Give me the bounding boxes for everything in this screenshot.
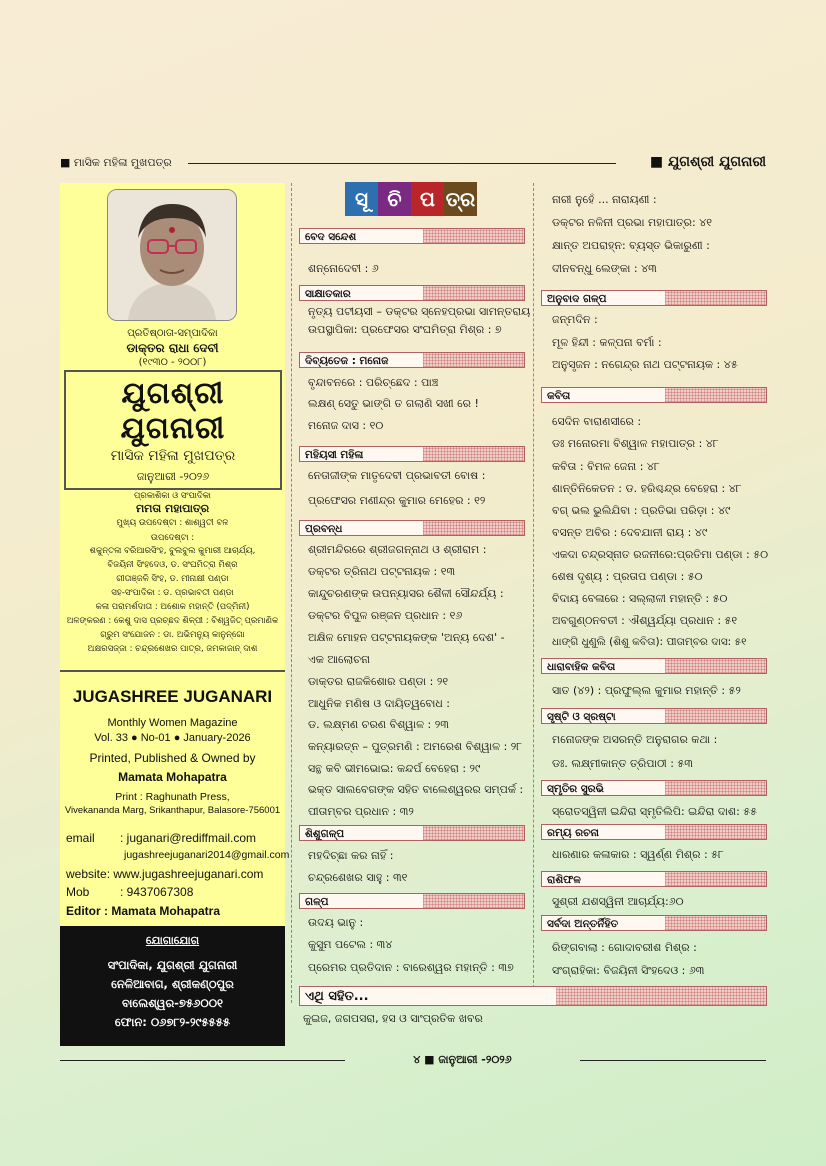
section-heading: ଧାରାବାହିକ କବିତା bbox=[541, 658, 767, 674]
founder-photo bbox=[107, 189, 237, 321]
contact-line: ଫୋନ: ୦୬୭୮୨-୨୯୫୫୫୫ bbox=[114, 1015, 231, 1029]
toc-item[interactable]: ବୃନ୍ଦାବନରେ : ପରିଚ୍ଛେଦ : ପାଞ୍ଚ bbox=[308, 376, 439, 389]
toc-item[interactable]: ପ୍ରଫେସର ମଣୀନ୍ଦ୍ର କୁମାର ମେହେର : ୧୨ bbox=[308, 494, 486, 507]
toc-item[interactable]: ମନୋଜ ଦାସ : ୧୦ bbox=[308, 419, 384, 432]
credit-line: ଉପଦେଷ୍ଟା : bbox=[150, 533, 195, 543]
section-heading: ରମ୍ୟ ରଚନା bbox=[541, 824, 767, 840]
toc-item[interactable]: ଧାଙ୍ଗି ଧୁଣୁଲି (ଶିଶୁ କବିତା): ପୀତାମ୍ବର ଦାସ: ୫୧ bbox=[552, 636, 747, 648]
mob-label: Mob bbox=[66, 885, 90, 899]
toc-title-letter: ତ୍ର bbox=[444, 182, 477, 216]
toc-item[interactable]: ମନୋଜଙ୍କ ଅସରନ୍ତି ଅନୁରାଗର କଥା : bbox=[552, 733, 718, 746]
toc-item[interactable]: ସନ୍ଥ କବି ଭୀମଭୋଇ: କନ୍ଦର୍ପ ବେହେରା : ୨୯ bbox=[308, 762, 481, 775]
toc-item[interactable]: ମହଦିଚ୍ଛା କର ନାହିଁ : bbox=[308, 849, 394, 862]
toc-item[interactable]: ବିଦାୟ ବେଳାରେ : ସଲ୍ଲାଳୀ ମହାନ୍ତି : ୫୦ bbox=[552, 592, 728, 605]
toc-item[interactable]: ବଗ୍ ଭଲ ଭୁଲିଯିବା : ପ୍ରତିଭା ପରିଡ଼ା : ୪୯ bbox=[552, 504, 731, 517]
founder-name: ଡାକ୍ତର ରାଧା ଦେବୀ bbox=[126, 341, 219, 355]
toc-item[interactable]: ସୁଶ୍ରୀ ଯଶସ୍ୱିନୀ ଆଚାର୍ଯ୍ୟ:୬୦ bbox=[552, 895, 684, 908]
toc-item[interactable]: ଶନ୍ନୋଦେବୀ : ୬ bbox=[308, 262, 379, 275]
founder-portrait-icon bbox=[108, 190, 236, 320]
credit-line: ଗ୍ରୁମ ସଂଯୋଜନ : ଡା. ଅଭିମନ୍ୟୁ କାନୁନ୍‌ଗୋ bbox=[100, 630, 245, 640]
toc-item[interactable]: ଡକ୍ଟର ନଳିନୀ ପ୍ରଭା ମହାପାତ୍ର: ୪୧ bbox=[552, 216, 713, 229]
print-address: Vivekananda Marg, Srikanthapur, Balasore-756001 bbox=[64, 805, 281, 816]
toc-item[interactable]: କନ୍ୟାରତ୍ନ – ପୁତ୍ରମଣି : ଅମରେଶ ବିଶ୍ୱାଳ : ୨୮ bbox=[308, 740, 522, 753]
email-2[interactable]: jugashreejuganari2014@gmail.com bbox=[124, 849, 290, 861]
contact-heading: ଯୋଗାଯୋଗ bbox=[145, 934, 200, 947]
email-label: email bbox=[66, 831, 95, 845]
section-heading: ସାକ୍ଷାତକାର bbox=[299, 285, 525, 301]
section-heading: ଶିଶୁଗଳ୍ପ bbox=[299, 825, 525, 841]
contact-box bbox=[60, 926, 285, 1046]
toc-item[interactable]: ଅନୁସୃଜନ : ନଗେନ୍ଦ୍ର ନାଥ ପଟ୍ଟନାୟକ : ୪୫ bbox=[552, 358, 738, 371]
toc-item[interactable]: ଭକ୍ତ ସାଲବେଗଙ୍କ ସହିତ ବାଲେଶ୍ୱରର ସମ୍ପର୍କ : bbox=[308, 783, 524, 796]
magazine-title-box bbox=[64, 370, 282, 490]
footer-bar bbox=[60, 1054, 766, 1068]
toc-item[interactable]: ଦୀନବନ୍ଧୁ ଲେଙ୍କା : ୪୩ bbox=[552, 262, 657, 275]
contact-line: ବାଲେଶ୍ୱର-୭୫୬୦୦୧ bbox=[121, 996, 224, 1010]
english-title: JUGASHREE JUGANARI bbox=[72, 687, 273, 706]
toc-item[interactable]: ସାତ (୪୨) : ପ୍ରଫୁଲ୍ଲ କୁମାର ମହାନ୍ତି : ୫୨ bbox=[552, 684, 741, 697]
toc-item[interactable]: କାନ୍ଦୁଚରଣଙ୍କ ଉପନ୍ୟାସର ଶୈଳୀ ସୌନ୍ଦର୍ଯ୍ୟ : bbox=[308, 587, 504, 600]
section-heading-wide: ଏଥି ସହିତ... bbox=[299, 986, 767, 1006]
toc-item[interactable]: ବସନ୍ତ ଅବିର : ଦେବଯାନୀ ରାୟ : ୪୯ bbox=[552, 526, 708, 539]
issue-date: ଜାନୁଆରୀ -୨୦୨୬ bbox=[136, 470, 210, 483]
toc-item[interactable]: ଧାରଣାର କଳାକାର : ସ୍ୱର୍ଣ୍ଣ ମିଶ୍ର : ୫୮ bbox=[552, 848, 724, 861]
toc-item[interactable]: ଚନ୍ଦ୍ରଶେଖର ସାହୁ : ୩୧ bbox=[308, 871, 408, 884]
website[interactable]: website: www.jugashreejuganari.com bbox=[66, 867, 264, 881]
toc-item[interactable]: ଡ. ଲକ୍ଷ୍ମଣ ଚରଣ ବିଶ୍ୱାଳ : ୨୩ bbox=[308, 718, 449, 731]
section-heading: ରାଶିଫଳ bbox=[541, 871, 767, 887]
magazine-subtitle: ମାସିକ ମହିଳା ମୁଖପତ୍ର bbox=[110, 448, 236, 464]
founder-role: ପ୍ରତିଷ୍ଠାତା-ସମ୍ପାଦିକା bbox=[127, 328, 218, 339]
volume-info: Vol. 33 ● No-01 ● January-2026 bbox=[94, 732, 251, 744]
printed-by: Printed, Published & Owned by bbox=[89, 751, 256, 765]
credit-line: କଳା ପରାମର୍ଶଦାତା : ଅଶୋକ ମହାନ୍ତି (ପଦ୍ମିନୀ) bbox=[95, 602, 250, 612]
footer-rule bbox=[60, 1060, 345, 1061]
credit-line: ସହ-ସଂପାଦିକା : ଡ. ପ୍ରଭାବତୀ ପଣ୍ଡା bbox=[111, 588, 234, 598]
section-heading: ସର୍ବଦା ଅନ୍ତର୍ନିହିତ bbox=[541, 915, 767, 931]
credit-line: ଗୀତାଞ୍ଜଳି ସିଂହ, ଡ. ମୀନାକ୍ଷୀ ପଣ୍ଡା bbox=[116, 574, 229, 584]
toc-item[interactable]: ଉପସ୍ଥାପିକା: ପ୍ରଫେସର ସଂଘମିତ୍ରା ମିଶ୍ର : ୭ bbox=[308, 323, 502, 336]
section-heading: ମହିୟସୀ ମହିଳା bbox=[299, 446, 525, 462]
toc-item[interactable]: ସେଦିନ ବାରାଣସୀରେ : bbox=[552, 415, 642, 428]
toc-item[interactable]: ଏକ ଆଲୋଚନା bbox=[308, 653, 370, 666]
toc-item[interactable]: କୁସୁମ ପଟେଲ : ୩୪ bbox=[308, 938, 393, 951]
toc-title-letter: ପ bbox=[411, 182, 444, 216]
toc-item[interactable]: ସ୍ରୋତସ୍ୱିନୀ ଇନ୍ଦିରା ସ୍ମୃତିଲିପି: ଇନ୍ଦିରା ଦାଶ: ୫୫ bbox=[552, 805, 758, 818]
page-footer: ୪ ■ ଜାନୁଆରୀ -୨୦୨୬ bbox=[413, 1053, 512, 1066]
header-rule bbox=[188, 163, 616, 164]
toc-item[interactable]: ନେତାଜୀଙ୍କ ମାତୃଦେବୀ ପ୍ରଭାବତୀ ବୋଷ : bbox=[308, 469, 486, 482]
column-divider bbox=[291, 183, 292, 1003]
toc-item[interactable]: ରିଙ୍ଗବାଲା : ଗୋଦାବରୀଶ ମିଶ୍ର : bbox=[552, 941, 697, 954]
print-press: Print : Raghunath Press, bbox=[115, 791, 230, 803]
magazine-title: ଯୁଗଶ୍ରୀ ଯୁଗନାରୀ bbox=[120, 376, 226, 446]
owner-name: Mamata Mohapatra bbox=[118, 770, 227, 784]
section-heading: ଅନୁବାଦ ଗଳ୍ପ bbox=[541, 290, 767, 306]
section-heading: ଦିବ୍ୟତେଜ : ମନୋଜ bbox=[299, 352, 525, 368]
toc-item[interactable]: ମୂଳ ହିନ୍ଦୀ : କଳ୍ପନା ବର୍ମା : bbox=[552, 336, 662, 349]
toc-item[interactable]: ଏକଦା ଚନ୍ଦ୍ରସ୍ନାତ ରଜନୀରେ:ପ୍ରତିମା ପଣ୍ଡା : ୫୦ bbox=[552, 548, 769, 561]
contact-line: ସଂପାଦିକା, ଯୁଗଶ୍ରୀ ଯୁଗନାରୀ bbox=[107, 958, 238, 972]
toc-title-letter: ଚି bbox=[378, 182, 411, 216]
toc-item[interactable]: ଅବଗୁଣ୍ଠନବତୀ : ଐଶ୍ୱର୍ଯ୍ୟା ପ୍ରଧାନ : ୫୧ bbox=[552, 614, 738, 627]
toc-item[interactable]: ଜନ୍ମଦିନ : bbox=[552, 313, 598, 326]
editor: Editor : Mamata Mohapatra bbox=[66, 904, 221, 918]
toc-title bbox=[345, 182, 477, 216]
masthead-panel bbox=[60, 183, 290, 926]
divider bbox=[60, 670, 285, 672]
toc-item[interactable]: ଶ୍ରୀମନ୍ଦିରରେ ଶ୍ରୀଜଗନ୍ନାଥ ଓ ଶ୍ରୀରାମ : bbox=[308, 543, 487, 556]
toc-item[interactable]: ଆଧୁନିକ ମଣିଷ ଓ ଦାୟିତ୍ୱବୋଧ : bbox=[308, 697, 451, 710]
toc-item[interactable]: ଡାକ୍ତର ରାଜକିଶୋର ପଣ୍ଡା : ୨୧ bbox=[308, 675, 449, 688]
toc-item[interactable]: ଶେଷ ଦୃଶ୍ୟ : ପ୍ରତାପ ପଣ୍ଡା : ୫୦ bbox=[552, 570, 703, 583]
section-heading: ସ୍ମୃତିର ସୁରଭି bbox=[541, 780, 767, 796]
contact-line: ନେଳିଆବାଗ, ଶ୍ରୀକଣ୍ଠପୁର bbox=[111, 977, 234, 991]
toc-item[interactable]: କୁଇଜ, ଜଗପସରା, ହସ ଓ ସାଂପ୍ରତିକ ଖବର bbox=[303, 1012, 483, 1025]
credit-line: ଅଳଙ୍କରଣ : କେଶୁ ଦାସ ପ୍ରଚ୍ଛଦ ଶିଳ୍ପୀ : ବିଶ୍ୱଜିତ୍ ପ୍ରମାଣିକ bbox=[66, 616, 279, 626]
toc-item[interactable]: କବିତା : ବିମଳ ଜେନା : ୪୮ bbox=[552, 460, 660, 473]
column-divider bbox=[533, 183, 534, 1003]
founder-years: (୧୯୩୦ - ୨୦୦୮) bbox=[138, 357, 207, 368]
toc-item[interactable]: ଡଃ ମନୋରମା ବିଶ୍ୱାଳ ମହାପାତ୍ର : ୪୮ bbox=[552, 437, 719, 450]
section-heading: କବିତା bbox=[541, 387, 767, 403]
english-subtitle: Monthly Women Magazine bbox=[107, 717, 238, 729]
credit-line: ମୁଖ୍ୟ ଉପଦେଷ୍ଟା : ଶାଶ୍ୱତୀ ବଳ bbox=[116, 518, 229, 528]
section-heading: ପ୍ରବନ୍ଧ bbox=[299, 520, 525, 536]
toc-item[interactable]: ପୀତାମ୍ବର ପ୍ରଧାନ : ୩୨ bbox=[308, 805, 414, 818]
toc-item[interactable]: ପ୍ରେମର ପ୍ରତିଦାନ : ବାରେଶ୍ୱର ମହାନ୍ତି : ୩୭ bbox=[308, 961, 514, 974]
section-heading: ବେଦ ସନ୍ଦେଶ bbox=[299, 228, 525, 244]
footer-rule bbox=[580, 1060, 766, 1061]
toc-item[interactable]: ଲକ୍ଷଣ୍ ସେତୁ ଭାଙ୍ଗି ତ ଗଲାଣି ସଖୀ ରେ ! bbox=[308, 397, 479, 410]
toc-item[interactable]: ଡକ୍ଟର ତ୍ରିନାଥ ପଟ୍ଟନାୟକ : ୧୩ bbox=[308, 565, 456, 578]
section-heading: ଗଳ୍ପ bbox=[299, 893, 525, 909]
toc-item[interactable]: ଡକ୍ଟର ବିପୁଳ ରଞ୍ଜନ ପ୍ରଧାନ : ୧୬ bbox=[308, 609, 463, 622]
publisher-role: ପ୍ରକାଶିକା ଓ ସଂପାଦିକା bbox=[134, 491, 211, 501]
toc-item[interactable]: ଅକ୍ଷିଳ ମୋହନ ପଟ୍ଟନାୟକଙ୍କ 'ଅନ୍ୟ ଦେଶ' - bbox=[308, 631, 505, 644]
toc-item[interactable]: ଡଃ. ଲକ୍ଷ୍ମୀକାନ୍ତ ତ୍ରିପାଠୀ : ୫୩ bbox=[552, 757, 693, 770]
mobile-number: : 9437067308 bbox=[120, 885, 194, 899]
credit-line: ଅକ୍ଷରସଜ୍ଜା : ଚନ୍ଦ୍ରଶେଖର ପାତ୍ର, ଜମକାଜାନ୍ ଦାଶ bbox=[87, 644, 258, 654]
toc-item[interactable]: ନାରୀ ନୁହେଁ ... ନାରାୟଣୀ : bbox=[552, 193, 657, 206]
credit-line: ବିଜୟିନୀ ସିଂହଦେଓ, ଡ. ସଂଘମିତ୍ରା ମିଶ୍ର bbox=[107, 560, 238, 570]
section-heading: ସୃଷ୍ଟି ଓ ସ୍ରଷ୍ଟା bbox=[541, 708, 767, 724]
toc-title-letter: ସୂ bbox=[345, 182, 378, 216]
email-1[interactable]: : juganari@rediffmail.com bbox=[120, 831, 257, 845]
credit-line: ଶକୁନ୍ତଳା ବରିଆରସିଂହ, ବୁଲବୁଲ କୁମାରୀ ଆଚାର୍ଯ୍ୟ, bbox=[89, 546, 256, 556]
header-left-text: ■ ମାସିକ ମହିଳା ମୁଖପତ୍ର bbox=[60, 156, 172, 169]
toc-item[interactable]: କ୍ଷାନ୍ତ ଅପରାହ୍ନ: ବ୍ୟସ୍ତ ଭିକାରୁଣୀ : bbox=[552, 239, 710, 252]
publisher-name: ମମତା ମହାପାତ୍ର bbox=[135, 502, 210, 515]
header-bar bbox=[60, 156, 766, 170]
toc-item[interactable]: ଶାନ୍ତିନିକେତନ : ଡ. ହରିଶ୍ଚନ୍ଦ୍ର ବେହେରା : ୪୮ bbox=[552, 482, 742, 495]
toc-item[interactable]: ଉଦୟ ଭାନୁ : bbox=[308, 916, 364, 929]
toc-item[interactable]: ନୃତ୍ୟ ପଟୀୟସୀ – ଡକ୍ଟର ସ୍ନେହପ୍ରଭା ସାମନ୍ତରାୟ bbox=[308, 305, 531, 318]
toc-item[interactable]: ସଂଗ୍ରାହିକା: ବିଜୟିନୀ ସିଂହଦେଓ : ୬୩ bbox=[552, 964, 705, 977]
header-right-text: ■ ଯୁଗଶ୍ରୀ ଯୁଗନାରୀ bbox=[649, 154, 766, 170]
